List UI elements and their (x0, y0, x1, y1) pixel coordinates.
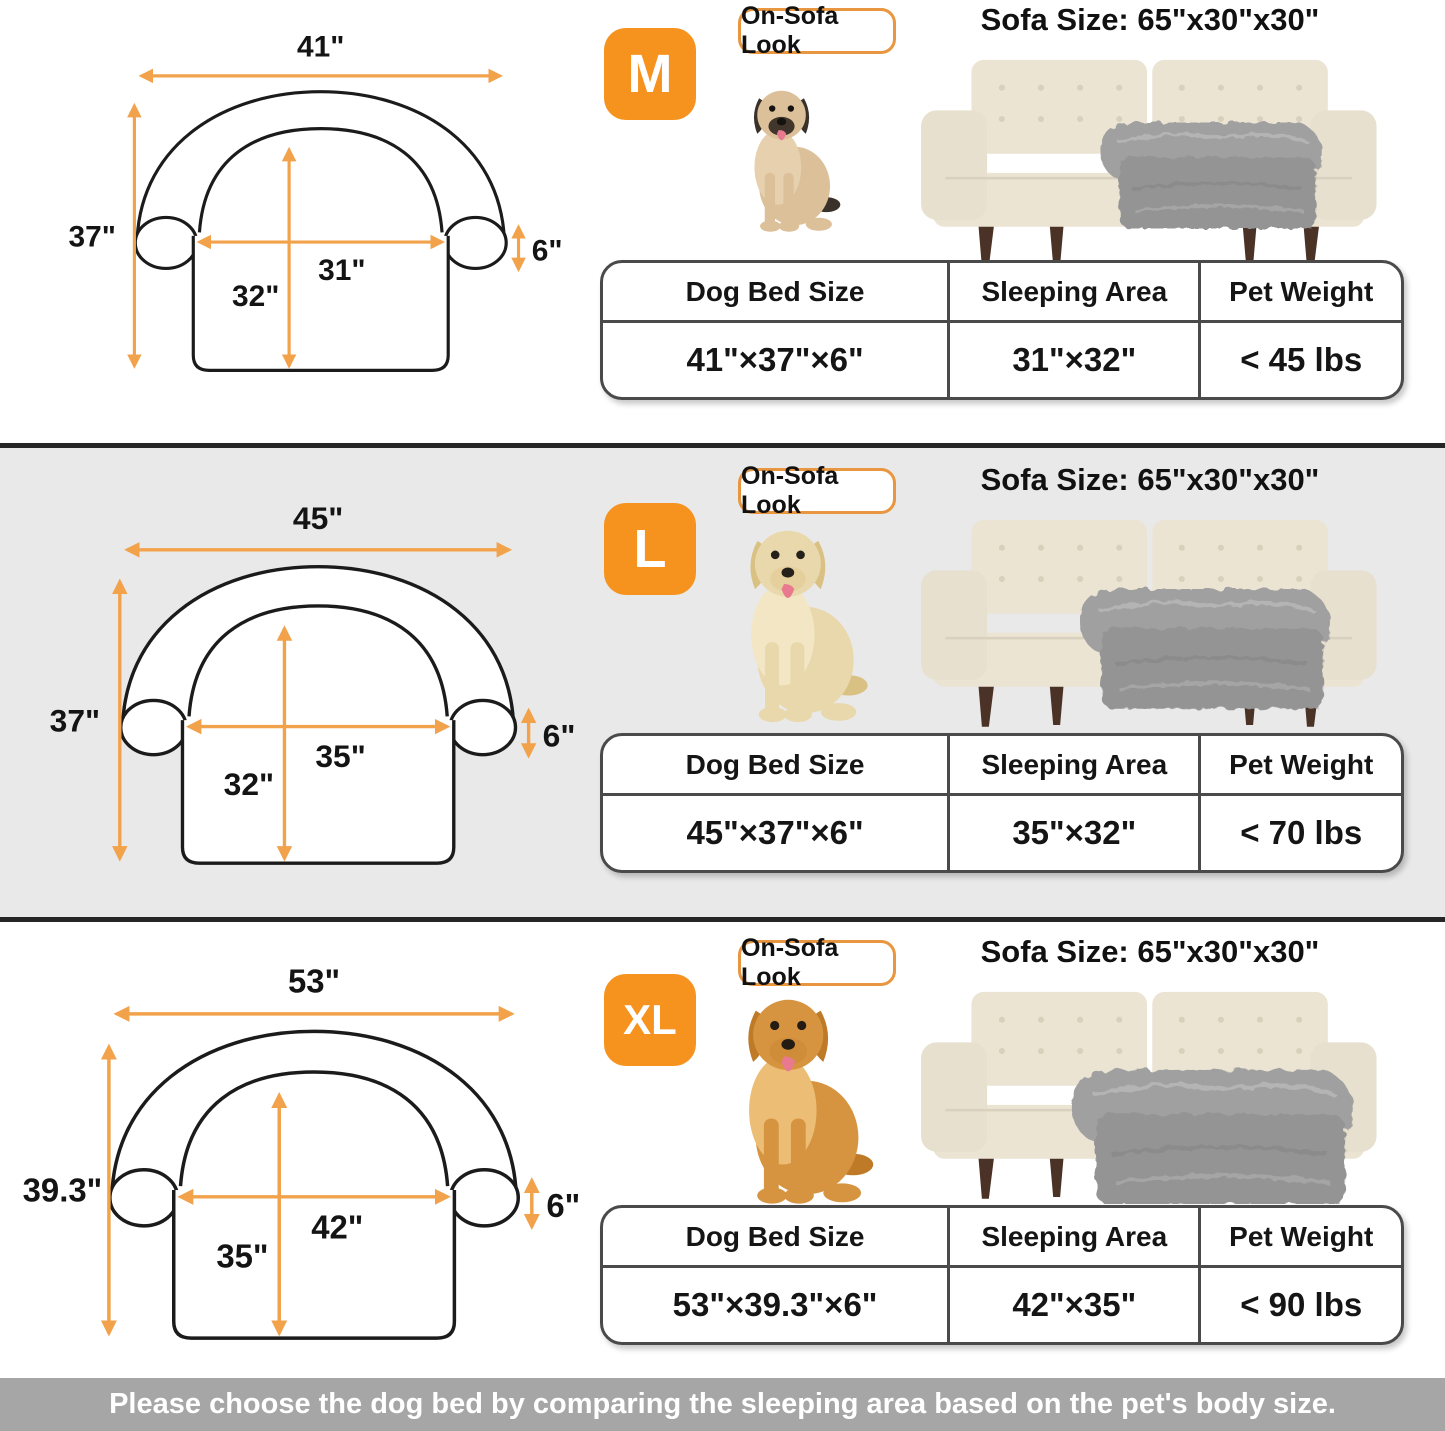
bolster-height-label: 6" (531, 234, 563, 268)
overall-width-label: 41" (297, 30, 345, 64)
size-section-m (0, 0, 1445, 443)
labrador-dog-icon (722, 506, 874, 738)
size-badge-l: L (604, 503, 696, 595)
col-header-pet-weight: Pet Weight (1201, 736, 1401, 796)
footer-note-bar (0, 1378, 1445, 1431)
bolster-height-label: 6" (546, 1187, 581, 1225)
on-sofa-look-label: On-Sofa Look (738, 940, 896, 986)
on-sofa-look-label: On-Sofa Look (738, 468, 896, 514)
bed-size-value: 53"×39.3"×6" (603, 1268, 950, 1342)
col-header-bed-size: Dog Bed Size (603, 1208, 950, 1268)
overall-width-label: 53" (287, 962, 341, 1000)
col-header-sleeping-area: Sleeping Area (950, 263, 1201, 323)
size-table-xl (600, 1205, 1404, 1345)
plush-bed-on-sofa (1071, 1070, 1353, 1204)
plush-bed-on-sofa (1080, 589, 1330, 709)
col-header-sleeping-area: Sleeping Area (950, 1208, 1201, 1268)
sleep-width-label: 42" (311, 1208, 364, 1246)
col-header-bed-size: Dog Bed Size (603, 263, 950, 323)
size-badge-xl: XL (604, 974, 696, 1066)
sofa-with-bed-illustration (878, 46, 1430, 272)
bed-size-value: 45"×37"×6" (603, 796, 950, 870)
col-header-sleeping-area: Sleeping Area (950, 736, 1201, 796)
col-header-pet-weight: Pet Weight (1201, 263, 1401, 323)
size-badge-m: M (604, 28, 696, 120)
pet-weight-value: < 45 lbs (1240, 341, 1363, 378)
bolster-height-label: 6" (542, 717, 576, 754)
sofa-with-bed-illustration (878, 506, 1430, 732)
on-sofa-look-label: On-Sofa Look (738, 8, 896, 54)
sleep-depth-label: 32" (231, 280, 280, 314)
sleep-width-label: 35" (315, 737, 366, 774)
bed-dimension-diagram (16, 948, 616, 1374)
col-header-bed-size: Dog Bed Size (603, 736, 950, 796)
pug-dog-icon (733, 72, 845, 244)
size-section-xl (0, 922, 1445, 1378)
col-header-pet-weight: Pet Weight (1201, 1208, 1401, 1268)
bed-dimension-diagram (50, 16, 595, 403)
size-section-l (0, 448, 1445, 917)
pet-weight-value: < 70 lbs (1240, 814, 1363, 851)
size-table-l (600, 733, 1404, 873)
overall-depth-label: 37" (68, 220, 116, 254)
overall-depth-label: 39.3" (22, 1171, 103, 1209)
sofa-with-bed-illustration (878, 978, 1430, 1204)
footer-note-text: Please choose the dog bed by comparing the sleeping area based on the pet's body size. (109, 1388, 1336, 1420)
sleep-depth-label: 32" (223, 765, 275, 802)
sleeping-area-value: 35"×32" (950, 796, 1201, 870)
sleep-width-label: 31" (318, 253, 366, 287)
sleeping-area-value: 42"×35" (950, 1268, 1201, 1342)
bed-size-value: 41"×37"×6" (603, 323, 950, 397)
size-table-m (600, 260, 1404, 400)
sofa-size-title: Sofa Size: 65"x30"x30" (980, 462, 1320, 497)
plush-bed-on-sofa (1100, 122, 1322, 228)
sofa-size-title: Sofa Size: 65"x30"x30" (980, 934, 1320, 969)
golden-retriever-dog-icon (718, 974, 880, 1220)
overall-depth-label: 37" (49, 702, 101, 739)
sofa-size-title: Sofa Size: 65"x30"x30" (980, 2, 1320, 37)
pet-weight-value: < 90 lbs (1240, 1286, 1363, 1323)
sleeping-area-value: 31"×32" (950, 323, 1201, 397)
bed-dimension-diagram (30, 486, 610, 898)
sleep-depth-label: 35" (216, 1237, 269, 1275)
overall-width-label: 45" (292, 500, 344, 537)
